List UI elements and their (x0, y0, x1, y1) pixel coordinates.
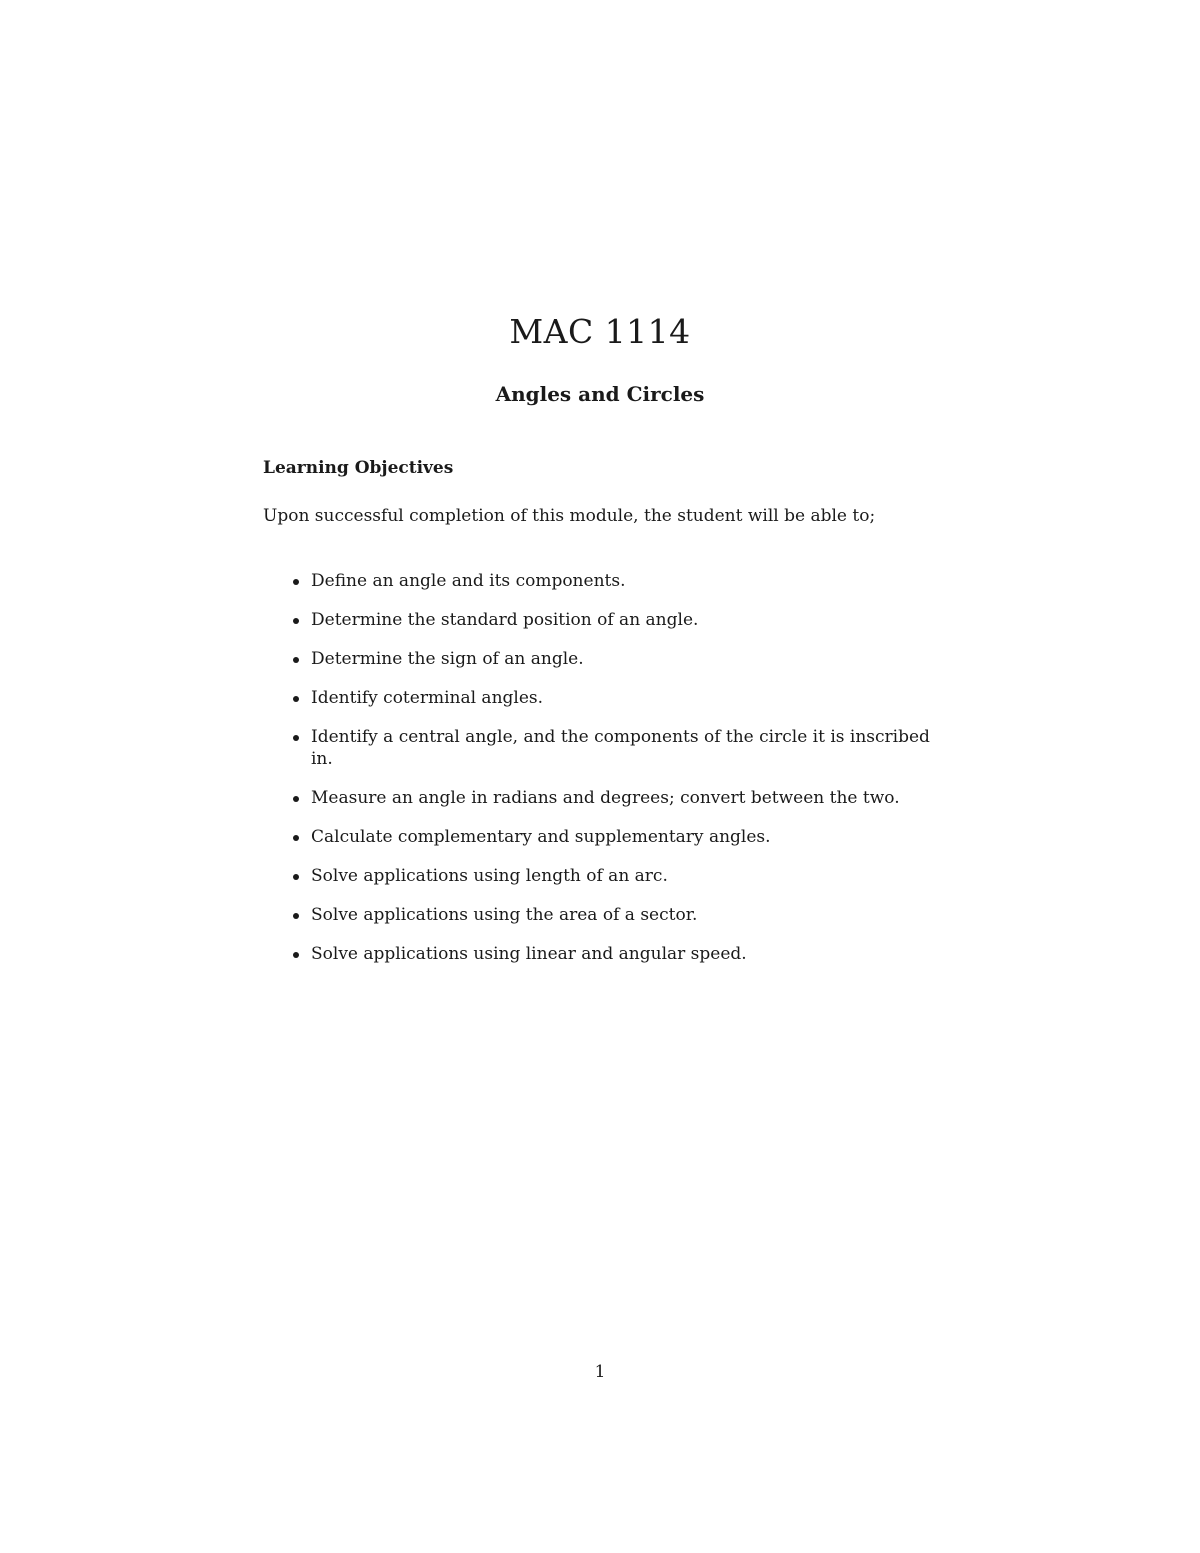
list-item-text: Calculate complementary and supplementary angles. (311, 827, 771, 847)
list-item (291, 865, 951, 887)
list-item (291, 570, 951, 592)
list-item-text: Measure an angle in radians and degrees; convert between the two. (311, 788, 900, 808)
bullet-icon (293, 696, 299, 702)
bullet-icon (293, 579, 299, 585)
bullet-icon (293, 835, 299, 841)
page-number: 1 (594, 1362, 606, 1382)
list-item-text: Determine the standard position of an angle. (311, 610, 699, 630)
list-item-text: Identify coterminal angles. (311, 688, 544, 708)
bullet-icon (293, 796, 299, 802)
list-item-text: Solve applications using length of an arc. (311, 866, 668, 886)
objectives-list (291, 570, 951, 982)
section-heading: Learning Objectives (263, 458, 454, 478)
list-item-text: Determine the sign of an angle. (311, 649, 584, 669)
list-item (291, 648, 951, 670)
intro-text: Upon successful completion of this module, the student will be able to; (263, 506, 876, 526)
list-item (291, 943, 951, 965)
list-item (291, 787, 951, 809)
bullet-icon (293, 874, 299, 880)
bullet-icon (293, 913, 299, 919)
list-item (291, 826, 951, 848)
list-item-text: Define an angle and its components. (311, 571, 626, 591)
list-item-text: Solve applications using linear and angular speed. (311, 944, 747, 964)
list-item-text: Solve applications using the area of a sector. (311, 905, 698, 925)
bullet-icon (293, 618, 299, 624)
list-item (291, 904, 951, 926)
bullet-icon (293, 735, 299, 741)
bullet-icon (293, 657, 299, 663)
bullet-icon (293, 952, 299, 958)
page-title: MAC 1114 (509, 312, 691, 351)
list-item (291, 609, 951, 631)
list-item (291, 687, 951, 709)
list-item-text: Identify a central angle, and the components of the circle it is inscribed in. (311, 727, 930, 769)
page-subtitle: Angles and Circles (495, 382, 705, 406)
list-item (291, 726, 951, 770)
